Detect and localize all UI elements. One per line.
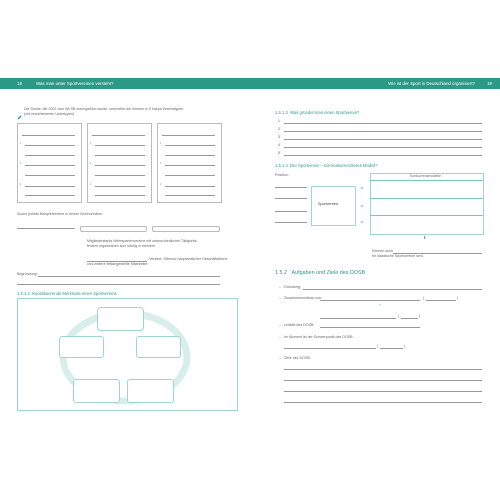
founding-label: Gründung: [284, 285, 301, 289]
dash: – [279, 323, 281, 327]
arrow-down-icon: ⬇ [423, 235, 427, 240]
conclusion-text-2: für klassische Sportvereine sein. [372, 254, 424, 258]
numbered-item: 1. [278, 119, 281, 123]
bullet: • [90, 182, 92, 186]
club-description-1: Mitgliederstarke Mehrspartenvereine mit unterschiedlichen Tätigkeits- [87, 239, 198, 243]
diagram-box-bottom-right[interactable] [127, 379, 174, 403]
position-line[interactable] [275, 222, 307, 223]
focus-line[interactable] [284, 348, 376, 349]
mission-label: Leitbild des DOSB: [284, 323, 315, 327]
task-text-line1: Die Studie, die 2002 vom WLSB durchgeführt wurde, unterteilte die Vereine in 5 Haupt-Vereinstypen [24, 107, 184, 111]
diagram-box-left[interactable] [59, 336, 104, 358]
goals-label: Ziele des DOSB: [284, 356, 311, 360]
pencil-icon [17, 107, 22, 112]
numbered-line[interactable] [284, 139, 482, 140]
open-paren: ( [377, 344, 379, 348]
bullet: • [90, 141, 92, 145]
section-title: Aufgaben und Ziele des DOSB [291, 270, 366, 276]
example-club-box-2[interactable] [152, 226, 220, 232]
bullet: • [20, 161, 22, 165]
plus-icon: + [379, 303, 381, 307]
section-number: 1.5.1.3 [275, 110, 288, 115]
section-heading-1-5-1-3 [275, 110, 359, 115]
numbered-item: 5. [278, 151, 281, 155]
bullet: • [160, 141, 162, 145]
left-page-number: 18 [17, 81, 22, 86]
section-heading-1-5-2 [275, 270, 365, 276]
right-header-band [250, 78, 500, 89]
col2-line[interactable] [95, 155, 145, 156]
focus-abbrev-line[interactable] [380, 348, 403, 349]
section-heading-1-5-1-4 [275, 163, 378, 168]
left-header-band [0, 78, 250, 89]
dash: – [279, 356, 281, 360]
bullet: • [90, 161, 92, 165]
club-description-3: -Vereine: Offensiv hauptamtlicher Geschäftsführer [148, 257, 228, 261]
position-line[interactable] [275, 187, 307, 188]
sports-club-label: Sportvereine [318, 202, 339, 206]
numbered-line[interactable] [284, 147, 482, 148]
section-heading-1-5-1-2 [17, 291, 117, 296]
col1-line[interactable] [25, 175, 75, 176]
mission-line[interactable] [320, 327, 420, 328]
section-number: 1.5.1.2 [17, 291, 30, 296]
founding-line[interactable] [303, 289, 482, 290]
col1-line[interactable] [25, 155, 75, 156]
col2-line[interactable] [95, 195, 145, 196]
diagram-box-right[interactable] [136, 336, 181, 358]
numbered-line[interactable] [284, 123, 482, 124]
diagram-box-bottom-left[interactable] [73, 379, 120, 403]
col3-line[interactable] [165, 145, 215, 146]
col1-line[interactable] [22, 135, 75, 136]
col2-line[interactable] [95, 165, 145, 166]
right-header-title: Wie ist der Sport in Deutschland organisiert? [388, 81, 475, 86]
arrow-right-icon: ⇒ [360, 219, 364, 224]
example-club-box-1[interactable] [80, 226, 147, 232]
competitor-models-header: Konkurrenzmodelle [410, 174, 441, 178]
focus-label: Im Moment ist der Schwerpunkt des DOSB: [284, 335, 354, 339]
col1-line[interactable] [25, 186, 75, 187]
col1-line[interactable] [25, 145, 75, 146]
section-title: Konstituierende Merkmale eines Sportvereins [32, 291, 117, 296]
reason-line[interactable] [17, 284, 220, 285]
close-paren: ) [419, 314, 421, 318]
section-title: Der Sportverein – Ein konkurrenzloses Modell? [290, 163, 378, 168]
col3-line[interactable] [165, 186, 215, 187]
goals-line[interactable] [284, 391, 482, 392]
table-divider [370, 215, 483, 216]
section-number: 1.5.2 [275, 270, 287, 276]
open-paren: ( [423, 296, 425, 300]
close-paren: ) [457, 296, 459, 300]
position-line[interactable] [275, 211, 307, 212]
col1-line[interactable] [25, 165, 75, 166]
col2-line[interactable] [95, 175, 145, 176]
bullet: • [20, 141, 22, 145]
conclusion-text-1: Können auch [372, 249, 394, 253]
dash: – [279, 335, 281, 339]
col2-line[interactable] [92, 135, 145, 136]
goals-line[interactable] [284, 402, 482, 403]
numbered-item: 2. [278, 127, 281, 131]
dash: – [279, 296, 281, 300]
col3-line[interactable] [165, 165, 215, 166]
numbered-line[interactable] [284, 155, 482, 156]
col1-line[interactable] [25, 195, 75, 196]
arrow-right-icon: ⇒ [360, 185, 364, 190]
col2-line[interactable] [95, 145, 145, 146]
merger-abbrev-line[interactable] [426, 300, 456, 301]
arrow-right-icon: ⇒ [360, 203, 364, 208]
competitor-models-table [370, 173, 484, 235]
right-page-number: 19 [487, 81, 492, 86]
table-divider [370, 180, 483, 181]
task-text-line2: (mit verschiedenen Untertypen). [24, 112, 76, 116]
section-number: 1.5.1.4 [275, 163, 288, 168]
goals-line[interactable] [284, 369, 482, 370]
bullet: • [160, 182, 162, 186]
position-label: Position: [275, 173, 289, 177]
numbered-item: 4. [278, 143, 281, 147]
left-header-title: Was man unter Sportvereinen versteht? [36, 81, 114, 86]
reason-label: Begründung: [17, 272, 38, 276]
reason-line[interactable] [38, 276, 220, 277]
numbered-item: 3. [278, 135, 281, 139]
col3-line[interactable] [165, 195, 215, 196]
bullet: • [20, 182, 22, 186]
section-title: Was gründet man einen Sportverein? [290, 110, 360, 115]
close-paren: ) [404, 344, 406, 348]
open-paren: ( [398, 314, 400, 318]
merger-line[interactable] [320, 300, 420, 301]
position-line[interactable] [275, 198, 307, 199]
diagram-box-top[interactable] [97, 307, 144, 331]
col3-line[interactable] [165, 175, 215, 176]
dash: – [279, 285, 281, 289]
club-description-2: feldern organisieren sich häufig in mehrere [87, 244, 156, 248]
example-club-line[interactable] [17, 228, 75, 229]
merger-line-2[interactable] [320, 318, 396, 319]
search-instruction: Suche jeweils Beispielvereine in deiner Wohnortnähe: [17, 212, 103, 216]
bullet: • [160, 161, 162, 165]
goals-line[interactable] [284, 380, 482, 381]
merger-label: Zusammenschluss von: [284, 296, 322, 300]
col3-line[interactable] [165, 155, 215, 156]
col2-line[interactable] [95, 186, 145, 187]
col3-line[interactable] [162, 135, 215, 136]
table-divider [370, 198, 483, 199]
merger-abbrev-line-2[interactable] [401, 318, 418, 319]
numbered-line[interactable] [284, 131, 482, 132]
club-description-4: und weitere festangestellte Mitarbeiter [87, 262, 148, 266]
